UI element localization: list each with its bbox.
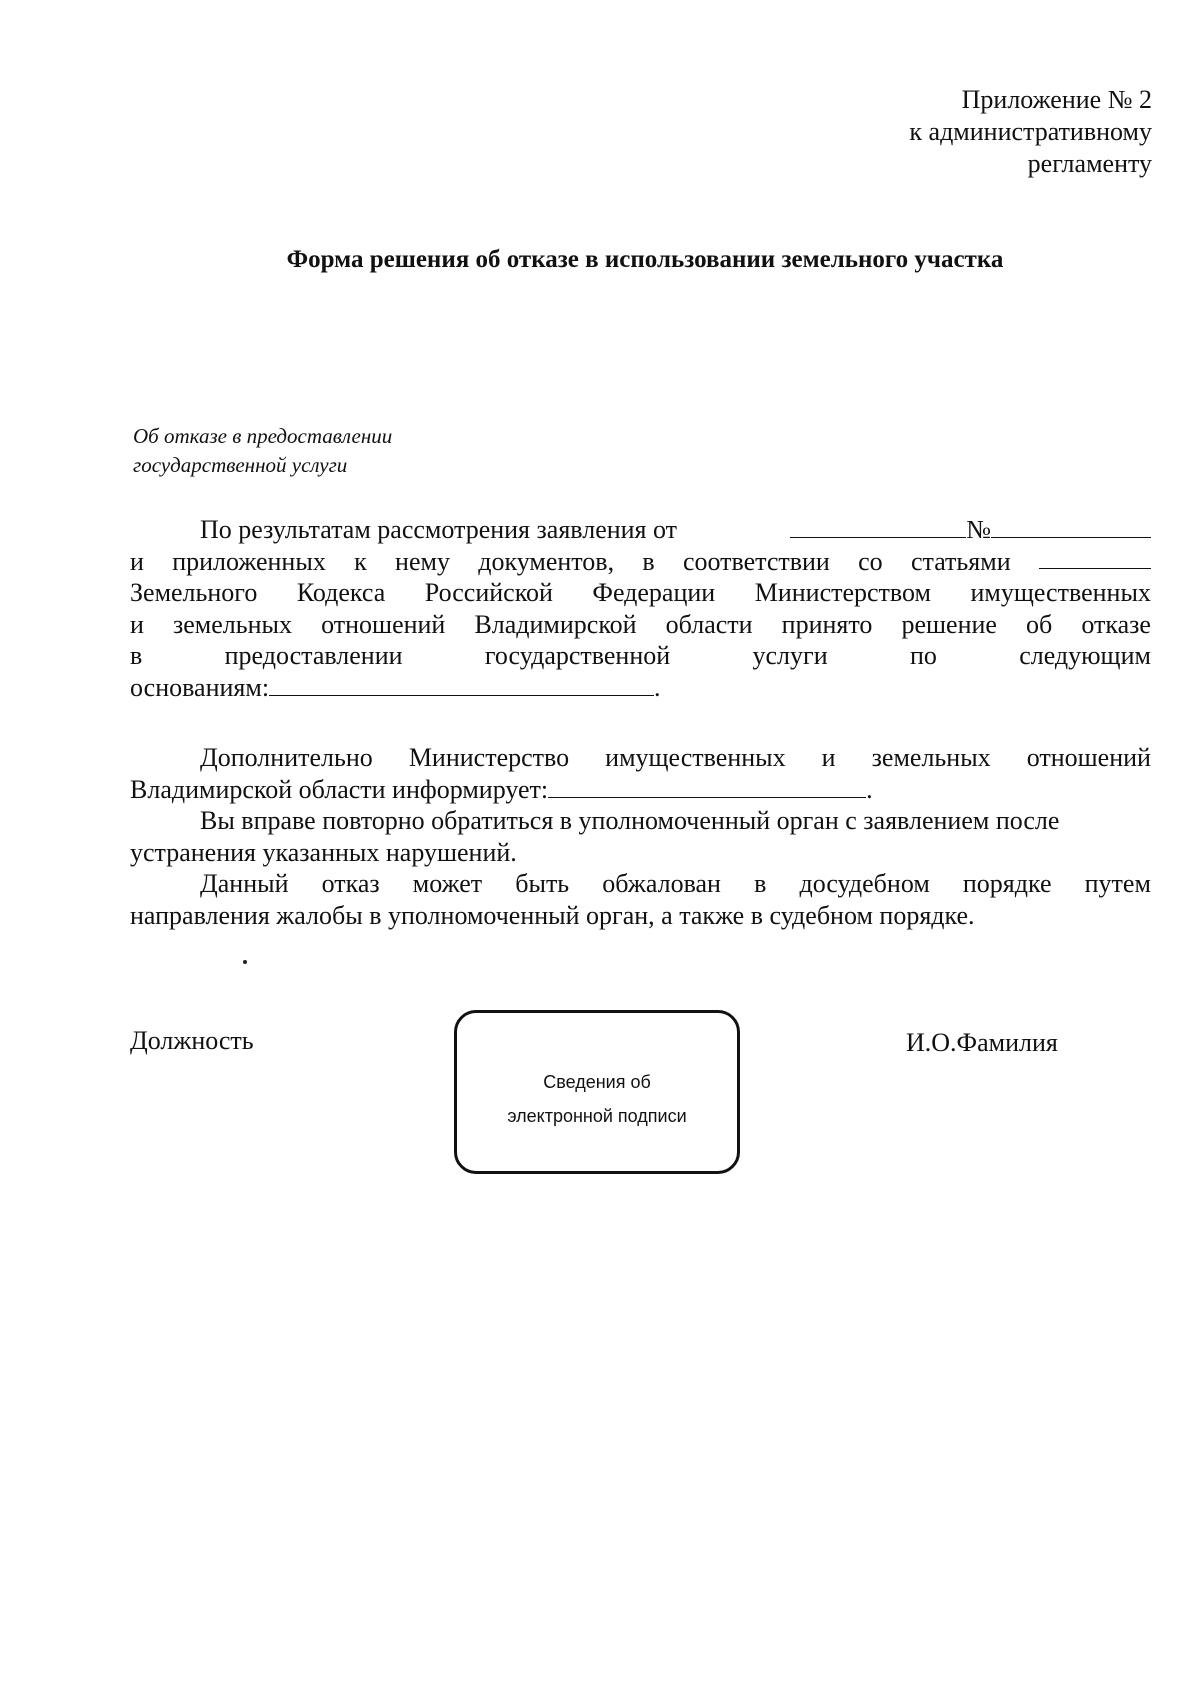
p1-line-1: [130, 514, 1151, 546]
p1-line-3: [130, 577, 1151, 609]
word: отношений: [1026, 743, 1151, 772]
word: статьями: [910, 546, 1011, 576]
word: отказе: [1081, 609, 1151, 639]
grounds-blank[interactable]: [269, 673, 654, 696]
p1-line-2: [130, 546, 1151, 578]
word: документов,: [478, 546, 615, 576]
p1-l1-text: По результатам рассмотрения заявления от: [200, 515, 678, 544]
word: земельных: [871, 743, 991, 772]
appendix-line-2: к административному: [909, 117, 1152, 146]
signature-box-text: [457, 1065, 737, 1133]
word: приложенных: [172, 546, 326, 576]
information-blank[interactable]: [548, 775, 866, 798]
word: обжалован: [602, 869, 721, 898]
word: по: [909, 641, 937, 670]
word: предоставлении: [224, 641, 403, 670]
p1-line-5: [130, 640, 1151, 672]
appendix-header: [909, 84, 1152, 180]
document-title: Форма решения об отказе в использовании земельного участка: [286, 246, 1004, 273]
grounds-label: основаниям:: [130, 672, 270, 702]
p1-l1-fields: [790, 514, 1151, 546]
word: принято: [781, 609, 873, 639]
word: Владимирской: [474, 609, 637, 639]
application-number-blank[interactable]: [991, 515, 1151, 538]
position-label: Должность: [130, 1026, 254, 1055]
word: Федерации: [592, 578, 716, 607]
word: государственной: [484, 641, 671, 670]
paragraph-decision: [130, 514, 1151, 703]
word: об: [1026, 609, 1053, 639]
subject-line-2: государственной услуги: [133, 453, 348, 477]
stray-dot: [243, 960, 247, 964]
word: решение: [901, 609, 997, 639]
p1-line-4: [130, 609, 1151, 641]
word: в: [754, 869, 767, 898]
word: земельных: [173, 609, 293, 639]
word: Кодекса: [296, 578, 386, 607]
application-date-blank[interactable]: [790, 515, 966, 538]
word: Министерством: [754, 578, 931, 607]
word: в: [642, 546, 655, 576]
p4-line-2: направления жалобы в уполномоченный орган, а также в судебном порядке.: [130, 900, 975, 930]
word: Дополнительно: [200, 743, 373, 772]
paragraph-additional: [130, 742, 1151, 931]
word: отношений: [321, 609, 446, 639]
word: имущественных: [605, 743, 786, 772]
p2-line-1: [130, 742, 1151, 774]
word: к: [354, 546, 367, 576]
word: услуги: [752, 641, 828, 670]
word: быть: [515, 869, 570, 898]
p2-line-2: [130, 774, 1151, 806]
word: порядке: [962, 869, 1052, 898]
word: следующим: [1019, 641, 1151, 670]
word: со: [858, 546, 883, 576]
signature-box-line-2: электронной подписи: [507, 1106, 687, 1126]
word: области: [665, 609, 753, 639]
word: в: [130, 641, 143, 670]
subject-block: [133, 422, 392, 480]
word: и: [130, 546, 144, 576]
word: и: [130, 609, 144, 639]
word: досудебном: [799, 869, 930, 898]
p3-line-1: Вы вправе повторно обратиться в уполномоченный орган с заявлением после: [200, 806, 1060, 835]
p1-line-6: [130, 672, 1151, 704]
name-label: И.О.Фамилия: [906, 1028, 1058, 1057]
word: путем: [1084, 869, 1151, 898]
word: Российской: [424, 578, 553, 607]
word: Земельного: [130, 578, 258, 607]
articles-blank[interactable]: [1039, 546, 1151, 569]
word: может: [412, 869, 483, 898]
word: Данный: [200, 869, 289, 898]
period: .: [866, 774, 873, 804]
signature-box-line-1: Сведения об: [543, 1072, 651, 1092]
word: нему: [395, 546, 450, 576]
word: и: [821, 743, 836, 772]
appendix-line-3: регламенту: [1027, 149, 1152, 178]
number-sign: №: [966, 515, 991, 544]
informs-label: Владимирской области информирует:: [130, 774, 549, 804]
word: имущественных: [970, 578, 1151, 607]
subject-line-1: Об отказе в предоставлении: [133, 424, 393, 448]
word: отказ: [321, 869, 380, 898]
appendix-line-1: Приложение № 2: [961, 85, 1152, 114]
p4-line-1: [130, 868, 1151, 900]
word: соответствии: [682, 546, 830, 576]
p3-line-2: устранения указанных нарушений.: [130, 837, 517, 867]
word: Министерство: [408, 743, 570, 772]
period: .: [654, 672, 661, 702]
electronic-signature-box: [454, 1010, 740, 1174]
